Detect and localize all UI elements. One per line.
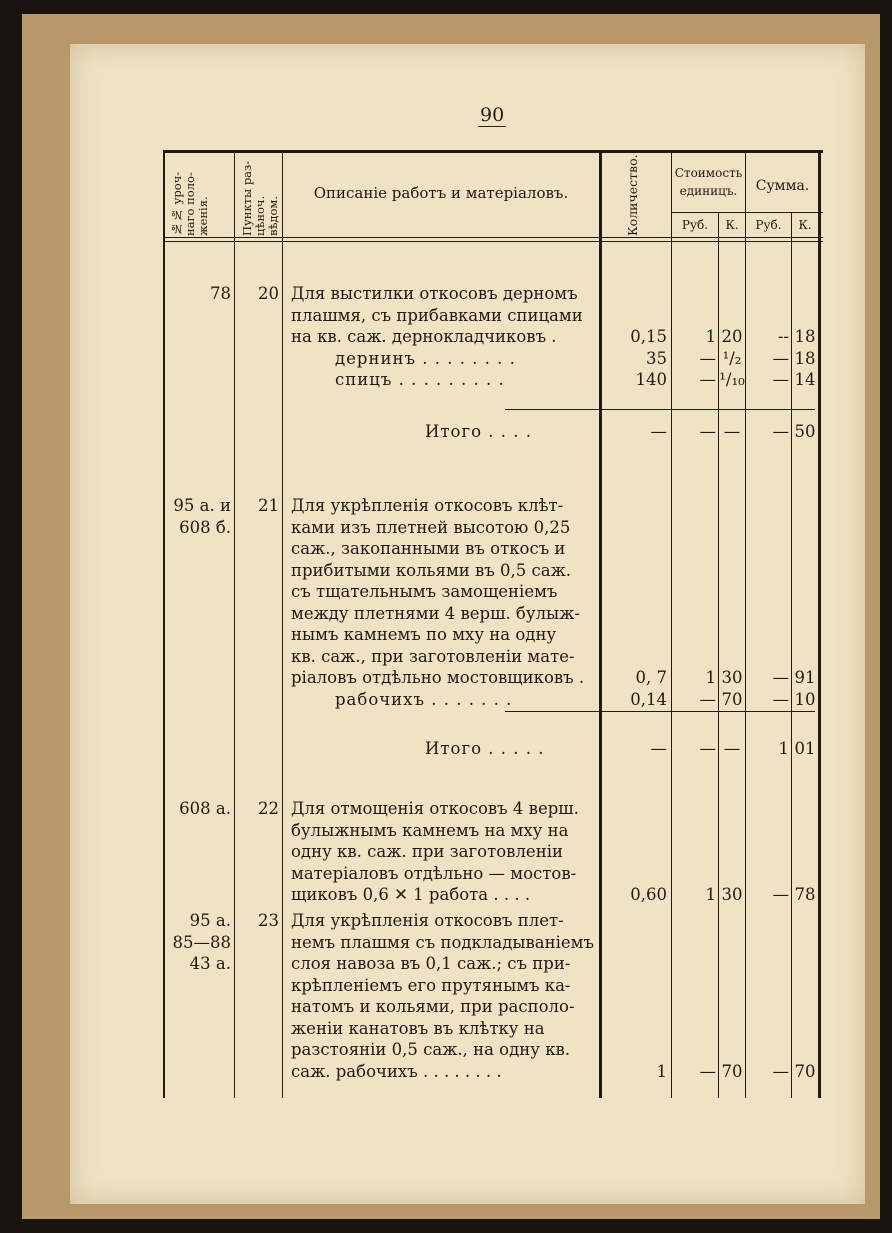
entry-ref: 95 а. и (173, 496, 231, 515)
header-unit-cost: Стоимость единицъ. (674, 166, 743, 198)
item-sum-rub: — (772, 370, 789, 389)
entry-ref: 95 а. (189, 911, 231, 930)
item-label: спицъ . . . . . . . . . (335, 370, 505, 389)
entry-point: 22 (258, 799, 279, 818)
col-rule-6 (745, 150, 746, 1098)
item-unit-rub: — (699, 348, 716, 368)
item-unit-rub: — (699, 370, 716, 389)
entry-ref: 85—88 (172, 932, 231, 952)
ledger-table (163, 150, 823, 1098)
subtotal-label: Итого . . . . (425, 421, 532, 441)
subheader-rule (671, 212, 823, 213)
description-line: Для укрѣпленія откосовъ плет- (291, 911, 564, 930)
subtotal-sum-kop: 01 (794, 738, 816, 758)
item-unit-kop: 70 (721, 689, 743, 709)
item-quantity: 0,15 (630, 327, 667, 346)
description-line: Для выстилки откосовъ дерномъ (291, 284, 578, 303)
entry-ref: 608 б. (179, 517, 231, 537)
description-line: ріаловъ отдѣльно мостовщиковъ . (291, 668, 585, 687)
item-quantity: 0,14 (630, 689, 667, 709)
item-unit-rub: — (699, 689, 716, 709)
col-rule-4 (671, 150, 672, 1098)
item-sum-rub: — (772, 1061, 789, 1081)
entry-point: 20 (258, 284, 279, 303)
item-unit-rub: — (699, 1061, 716, 1081)
subtotal-rule-2 (505, 711, 815, 712)
item-sum-kop: 78 (794, 885, 816, 904)
item-quantity: 0, 7 (635, 668, 667, 687)
table-top-rule (163, 150, 823, 153)
subtotal-unit-rub: — (699, 738, 716, 758)
subtotal-rule-1 (505, 409, 815, 410)
subtotal-sum-rub: 1 (778, 738, 789, 758)
item-unit-rub: 1 (705, 885, 716, 904)
header-points: Пункты раз-цѣноч. вѣдом. (240, 160, 280, 236)
item-unit-kop: ¹/₂ (722, 348, 742, 368)
description-line: булыжнымъ камнемъ на мху на (291, 820, 569, 840)
item-sum-rub: — (772, 668, 789, 687)
description-line: крѣпленіемъ его прутянымъ ка- (291, 975, 571, 995)
item-sum-rub: — (772, 348, 789, 368)
item-unit-kop: 70 (721, 1061, 743, 1081)
item-unit-kop: 20 (721, 327, 743, 346)
item-sum-rub: — (772, 885, 789, 904)
item-sum-kop: 18 (794, 348, 816, 368)
item-label: дернинъ . . . . . . . . (335, 348, 516, 368)
subtotal-sum-rub: — (772, 421, 789, 441)
header-ref: №№ уроч-наго поло-женія. (170, 171, 210, 236)
item-quantity: 140 (635, 370, 667, 389)
item-sum-rub: — (772, 689, 789, 709)
header-quantity: Количество. (625, 154, 640, 236)
description-line: разстояніи 0,5 саж., на одну кв. (291, 1040, 571, 1059)
header-kop-2: К. (798, 218, 812, 232)
subtotal-sum-kop: 50 (794, 421, 816, 441)
item-label: рабочихъ . . . . . . . (335, 689, 513, 709)
description-line: плашмя, съ прибавками спицами (291, 305, 583, 325)
item-sum-kop: 14 (794, 370, 816, 389)
description-line: саж. рабочихъ . . . . . . . . (291, 1061, 502, 1081)
description-line: матеріаловъ отдѣльно — мостов- (291, 863, 577, 883)
item-unit-rub: 1 (705, 327, 716, 346)
description-line: саж., закопанными въ откосъ и (291, 539, 566, 558)
description-line: кв. саж., при заготовленіи мате- (291, 646, 575, 666)
item-sum-kop: 70 (794, 1061, 816, 1081)
description-line: Для укрѣпленія откосовъ клѣт- (291, 496, 564, 515)
item-sum-kop: 10 (794, 689, 816, 709)
subtotal-label: Итого . . . . . (425, 738, 545, 758)
description-line: слоя навоза въ 0,1 саж.; съ при- (291, 954, 571, 973)
col-rule-3 (599, 150, 602, 1098)
item-sum-kop: 18 (794, 327, 816, 346)
entry-point: 23 (258, 911, 279, 930)
header-sum: Сумма. (755, 178, 810, 194)
description-line: между плетнями 4 верш. булыж- (291, 603, 580, 623)
description-line: одну кв. саж. при заготовленіи (291, 842, 563, 861)
header-rub-2: Руб. (755, 218, 782, 232)
subtotal-unit-rub: — (699, 421, 716, 441)
item-sum-kop: 91 (794, 668, 816, 687)
page-number: 90 (480, 104, 505, 126)
item-quantity: 0,60 (630, 885, 667, 904)
entry-ref: 608 а. (179, 799, 231, 818)
description-line: на кв. саж. дернокладчиковъ . (291, 327, 557, 346)
header-rub: Руб. (681, 218, 709, 232)
description-line: нымъ камнемъ по мху на одну (291, 625, 557, 644)
description-line: прибитыми кольями въ 0,5 саж. (291, 560, 572, 580)
description-line: съ тщательнымъ замощеніемъ (291, 582, 558, 601)
entry-ref: 43 а. (189, 954, 231, 973)
description-line: ками изъ плетней высотою 0,25 (291, 517, 571, 537)
header-rule (163, 237, 823, 238)
subtotal-quantity: — (650, 738, 667, 758)
item-sum-rub: -- (777, 327, 789, 346)
entry-ref: 78 (210, 284, 231, 303)
entry-point: 21 (258, 496, 279, 515)
description-line: щиковъ 0,6 ✕ 1 работа . . . . (291, 885, 531, 904)
item-quantity: 1 (656, 1061, 667, 1081)
header-rule-double (163, 241, 823, 242)
subtotal-quantity: — (650, 421, 667, 441)
header-description: Описаніе работъ и матеріаловъ. (313, 184, 569, 202)
description-line: Для отмощенія откосовъ 4 верш. (291, 799, 579, 818)
subtotal-unit-kop: — (723, 738, 741, 758)
item-unit-rub: 1 (705, 668, 716, 687)
item-unit-kop: 30 (721, 668, 743, 687)
description-line: немъ плашмя съ подкладываніемъ (291, 932, 594, 952)
col-rule-2 (282, 150, 283, 1098)
item-unit-kop: ¹/₁₀ (719, 370, 745, 389)
item-unit-kop: 30 (721, 885, 743, 904)
col-rule-right (818, 150, 821, 1098)
description-line: натомъ и кольями, при располо- (291, 997, 575, 1016)
header-kop: К. (725, 218, 739, 232)
description-line: женіи канатовъ въ клѣтку на (291, 1018, 545, 1038)
item-quantity: 35 (646, 348, 667, 368)
subtotal-unit-kop: — (723, 421, 741, 441)
